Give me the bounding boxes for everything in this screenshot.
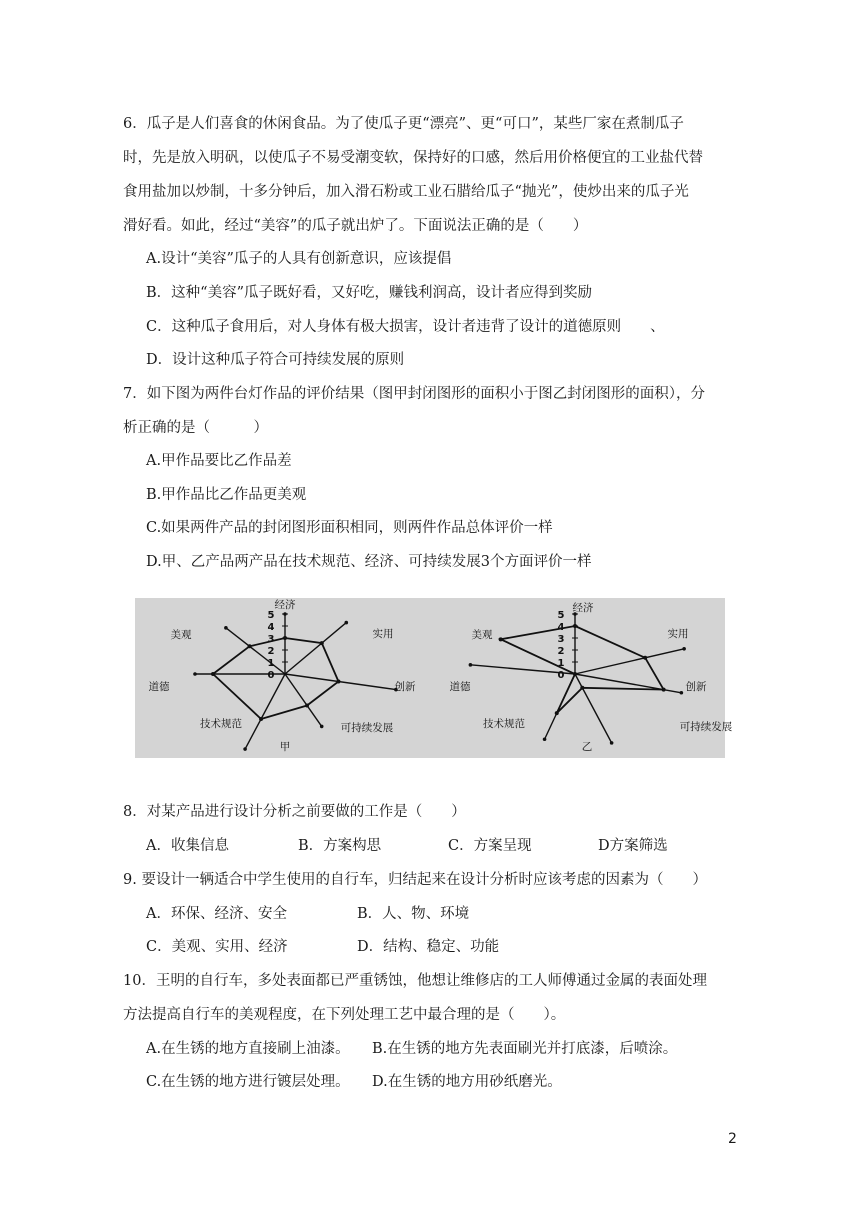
chart-1-tick-label-3: 3 [267,634,275,645]
q6-line-2: 时，先是放入明矾，以使瓜子不易受潮变软，保持好的口感，然后用价格便宜的工业盐代替 [123,150,703,166]
q8-option-a: A．收集信息 [146,838,229,854]
chart-2-label-innovation: 创新 [685,681,707,693]
chart-2-point-economy [573,624,577,628]
chart-2-axis-sustainable [575,674,612,743]
chart-2-point-aesthetics [499,637,503,641]
chart-2-axis-end-ethics [469,663,473,667]
chart-1-axis-end-sustainable [320,725,324,729]
chart-1-point-practical [320,641,324,645]
chart-1-point-sustainable [305,703,309,707]
chart-1-point-aesthetics [248,644,252,648]
chart-1-label-practical: 实用 [372,628,394,640]
q8-option-b: B．方案构思 [298,838,382,854]
chart-2-axis-end-practical [682,647,686,651]
chart-2-axis-end-innovation [680,691,684,695]
chart-2-tick-label-1: 1 [557,658,565,669]
chart-2-axis-practical [575,649,684,674]
chart-1-tick-label-5: 5 [267,610,275,621]
chart-1-axis-end-aesthetics [224,626,228,630]
chart-2-tick-label-0: 0 [557,670,565,681]
chart-2-point-practical [643,656,647,660]
chart-1-point-tech-spec [259,717,263,721]
q6-line-1: 6．瓜子是人们喜食的休闲食品。为了使瓜子更“漂亮”、更“可口”，某些厂家在煮制瓜子 [123,116,684,132]
chart-1-label-ethics: 道德 [148,681,170,693]
chart-2-label-economy: 经济 [572,602,594,614]
q6-option-b: B．这种“美容”瓜子既好看，又好吃，赚钱利润高，设计者应得到奖励 [146,285,592,301]
chart-2-label-ethics: 道德 [449,681,471,693]
q10-option-b: B.在生锈的地方先表面刷光并打底漆，后喷涂。 [372,1041,678,1057]
q10-option-c: C.在生锈的地方进行镀层处理。 [146,1074,350,1090]
q6-line-4: 滑好看。如此，经过“美容”的瓜子就出炉了。下面说法正确的是（ ） [123,218,588,234]
q10-option-a: A.在生锈的地方直接刷上油漆。 [146,1041,350,1057]
chart-2-label-sustainable: 可持续发展 [679,721,733,733]
q7-line-2: 析正确的是（ ） [123,420,268,436]
q7-line-1: 7．如下图为两件台灯作品的评价结果（图甲封闭图形的面积小于图乙封闭图形的面积），分 [123,386,705,402]
chart-1-point-innovation [336,680,340,684]
q9-option-d: D．结构、稳定、功能 [357,939,500,955]
q9-option-b: B．人、物、环境 [357,906,470,922]
chart-2-label-tech-spec: 技术规范 [483,718,525,730]
chart-1-point-ethics [211,672,215,676]
chart-2-point-tech-spec [555,711,559,715]
q8-option-d: D方案筛选 [598,838,668,854]
q6-option-a: A.设计“美容”瓜子的人具有创新意识，应该提倡 [146,251,452,267]
page-number: 2 [728,1131,737,1147]
chart-1-label-aesthetics: 美观 [170,629,192,641]
q9-option-a: A．环保、经济、安全 [146,906,287,922]
q7-option-d: D.甲、乙产品两产品在技术规范、经济、可持续发展3个方面评价一样 [146,554,592,570]
chart-1-axis-sustainable [285,674,322,726]
chart-2-title: 乙 [581,741,593,753]
radar-chart-figure [135,598,733,758]
chart-2-axis-end-tech-spec [543,737,547,741]
q9-option-c: C．美观、实用、经济 [146,939,288,955]
chart-1-tick-label-0: 0 [267,670,275,681]
q6-option-c: C．这种瓜子食用后，对人身体有极大损害，设计者违背了设计的道德原则 、 [146,319,665,335]
chart-1-tick-label-1: 1 [267,658,275,669]
chart-2-point-innovation [662,688,666,692]
chart-1-title: 甲 [279,741,291,753]
chart-2-label-aesthetics: 美观 [471,629,493,641]
chart-2-point-ethics [573,672,577,676]
chart-1-axis-practical [285,623,346,674]
chart-1-axis-end-practical [344,621,348,625]
chart-1-point-economy [283,636,287,640]
chart-1-axis-innovation [285,674,396,690]
chart-2-label-practical: 实用 [667,628,689,640]
chart-1-axis-aesthetics [226,628,285,674]
chart-1-label-sustainable: 可持续发展 [340,722,394,734]
q7-option-c: C.如果两件产品的封闭图形面积相同，则两件作品总体评价一样 [146,520,553,536]
q8-option-c: C．方案呈现 [448,838,532,854]
chart-2-tick-label-5: 5 [557,610,565,621]
chart-2-tick-label-4: 4 [557,622,565,633]
chart-1-axis-end-tech-spec [243,747,247,751]
chart-1-axis-tech-spec [245,674,285,749]
chart-2-tick-label-2: 2 [557,646,565,657]
q9-line-1: 9. 要设计一辆适合中学生使用的自行车，归结起来在设计分析时应该考虑的因素为（ ） [123,872,707,888]
chart-2-axis-end-sustainable [610,741,614,745]
chart-2-tick-label-3: 3 [557,634,565,645]
chart-1-axis-end-ethics [193,672,197,676]
q8-line-1: 8．对某产品进行设计分析之前要做的工作是（ ） [123,804,466,820]
q10-option-d: D.在生锈的地方用砂纸磨光。 [372,1074,562,1090]
q7-option-a: A.甲作品要比乙作品差 [146,453,292,469]
chart-1-tick-label-4: 4 [267,622,275,633]
q10-line-2: 方法提高自行车的美观程度，在下列处理工艺中最合理的是（ ）。 [123,1007,566,1023]
q6-option-d: D．设计这种瓜子符合可持续发展的原则 [146,352,405,368]
chart-1-tick-label-2: 2 [267,646,275,657]
q10-line-1: 10．王明的自行车，多处表面都已严重锈蚀，他想让维修店的工人师傅通过金属的表面处理 [123,973,707,989]
chart-2-point-sustainable [580,686,584,690]
chart-1-label-tech-spec: 技术规范 [200,718,242,730]
chart-1-label-economy: 经济 [274,599,296,611]
q7-option-b: B.甲作品比乙作品更美观 [146,487,307,503]
radar-charts [135,598,733,758]
q6-line-3: 食用盐加以炒制，十多分钟后，加入滑石粉或工业石腊给瓜子“抛光”，使炒出来的瓜子光 [123,184,689,200]
chart-1-label-innovation: 创新 [394,681,416,693]
